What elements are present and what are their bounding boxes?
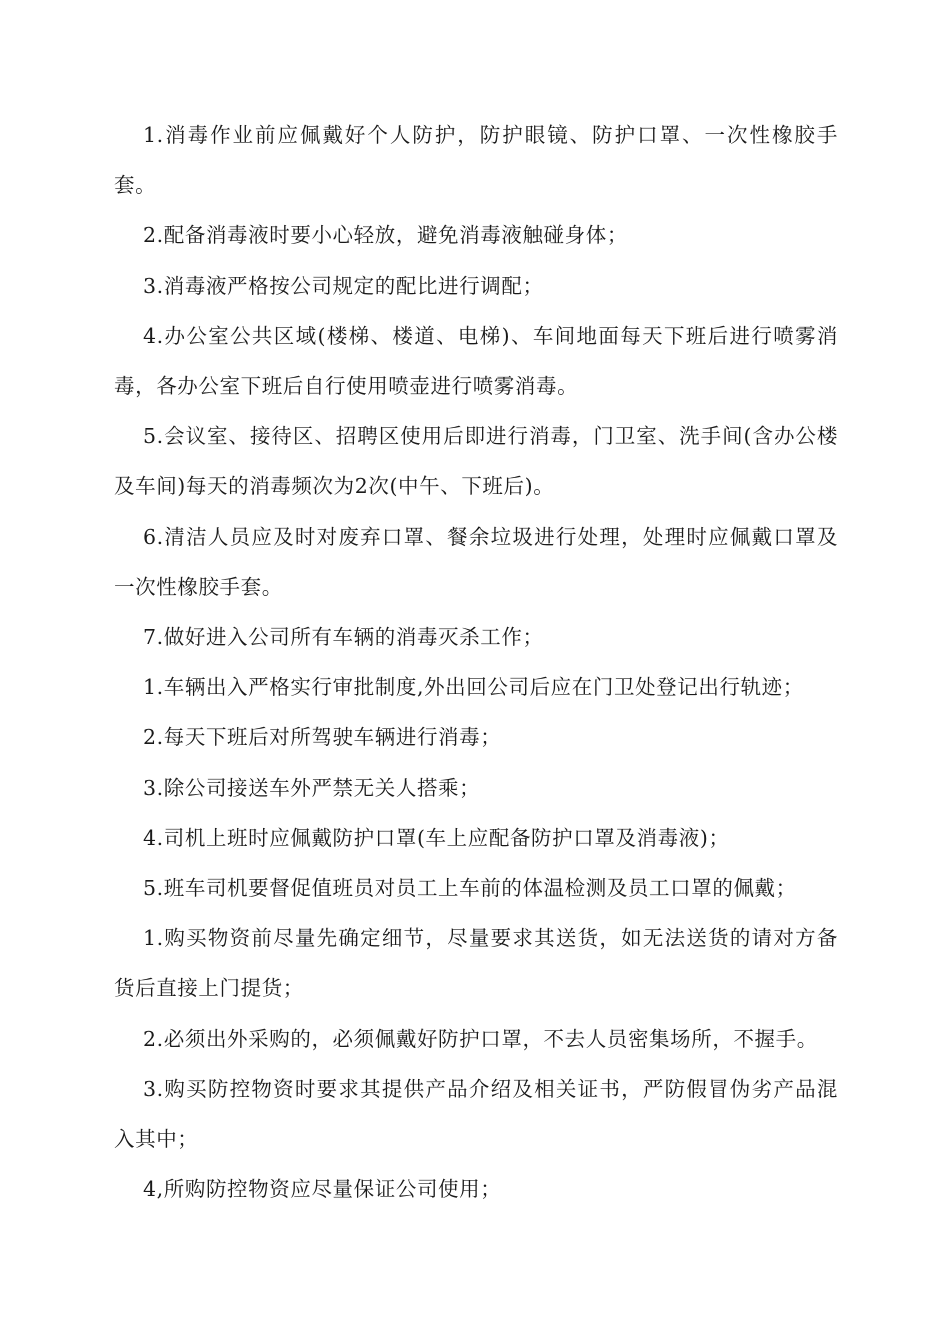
paragraph-13: 1.购买物资前尽量先确定细节，尽量要求其送货，如无法送货的请对方备货后直接上门提货； — [114, 926, 838, 1001]
paragraph-8: 1.车辆出入严格实行审批制度,外出回公司后应在门卫处登记出行轨迹； — [143, 675, 804, 700]
paragraph-7: 7.做好进入公司所有车辆的消毒灭杀工作； — [143, 625, 544, 650]
paragraph-4: 4.办公室公共区域(楼梯、楼道、电梯)、车间地面每天下班后进行喷雾消毒，各办公室下班后自行使用喷壶进行喷雾消毒。 — [114, 323, 838, 399]
paragraph-15: 3.购买防控物资时要求其提供产品介绍及相关证书，严防假冒伪劣产品混入其中； — [114, 1076, 838, 1152]
paragraph-11: 4.司机上班时应佩戴防护口罩(车上应配备防护口罩及消毒液)； — [143, 825, 730, 850]
paragraph-5: 5.会议室、接待区、招聘区使用后即进行消毒，门卫室、洗手间(含办公楼及车间)每天的消毒频次为2次(中午、下班后)。 — [114, 424, 838, 499]
paragraph-6: 6.清洁人员应及时对废弃口罩、餐余垃圾进行处理，处理时应佩戴口罩及一次性橡胶手套。 — [114, 524, 838, 599]
document-body — [114, 110, 838, 1214]
paragraph-1: 1.消毒作业前应佩戴好个人防护，防护眼镜、防护口罩、一次性橡胶手套。 — [114, 123, 838, 198]
paragraph-10: 3.除公司接送车外严禁无关人搭乘； — [143, 775, 481, 800]
paragraph-9: 2.每天下班后对所驾驶车辆进行消毒； — [143, 725, 502, 750]
paragraph-14: 2.必须出外采购的，必须佩戴好防护口罩，不去人员密集场所，不握手。 — [143, 1026, 818, 1051]
paragraph-2: 2.配备消毒液时要小心轻放，避免消毒液触碰身体； — [143, 223, 628, 248]
paragraph-12: 5.班车司机要督促值班员对员工上车前的体温检测及员工口罩的佩戴； — [143, 876, 797, 901]
paragraph-3: 3.消毒液严格按公司规定的配比进行调配； — [143, 273, 544, 298]
paragraph-16: 4,所购防控物资应尽量保证公司使用； — [143, 1177, 502, 1202]
